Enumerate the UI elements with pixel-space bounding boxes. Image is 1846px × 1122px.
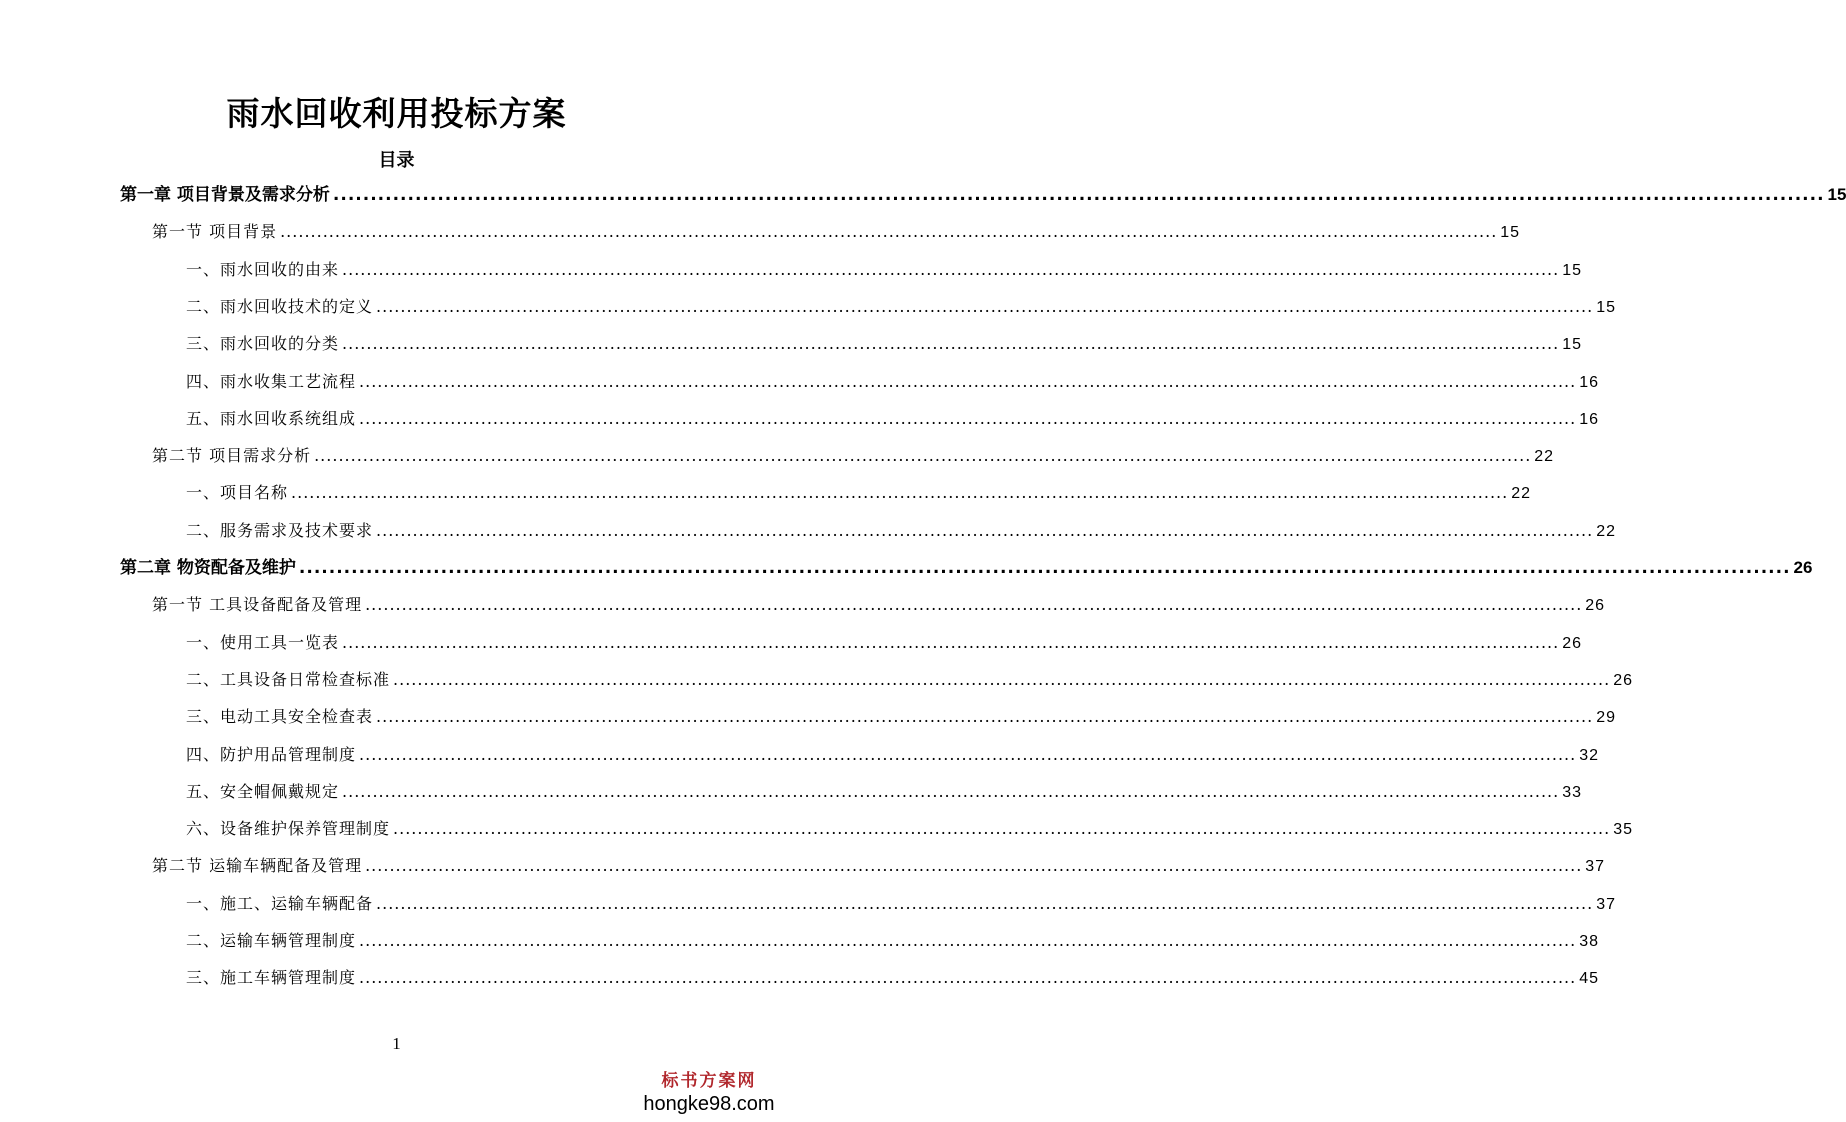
toc-entry-label: 第二节 项目需求分析 (152, 446, 312, 466)
toc-entry[interactable] (186, 779, 1582, 805)
toc-entry-label: 四、雨水收集工艺流程 (186, 371, 357, 391)
toc-dot-leader: ........................................................................................................................................................................................................ (365, 595, 1583, 615)
toc-entry-page: 15 (1596, 298, 1616, 316)
toc-dot-leader: ........................................................................................................................................................................................................ (376, 893, 1594, 913)
toc-dot-leader: ........................................................................................................................................................................................................ (376, 520, 1594, 540)
toc-dot-leader: ........................................................................................................................................................................................................ (342, 334, 1560, 354)
toc-entry-label: 第一节 项目背景 (152, 222, 278, 242)
toc-entry[interactable] (186, 331, 1582, 357)
toc-entry-page: 15 (1500, 224, 1521, 242)
toc-dot-leader: ........................................................................................................................................................................................................ (342, 781, 1560, 801)
toc-entry-page: 22 (1534, 448, 1555, 466)
toc-entry-label: 二、运输车辆管理制度 (186, 931, 357, 950)
toc-entry-page: 35 (1613, 821, 1633, 839)
watermark-cn-text: 标书方案网 (661, 1071, 757, 1091)
toc-entry-label: 一、施工、运输车辆配备 (186, 893, 374, 913)
toc-entry[interactable] (120, 555, 1813, 581)
toc-entry-label: 第二章 物资配备及维护 (120, 558, 296, 578)
toc-entry-label: 第二节 运输车辆配备及管理 (152, 856, 363, 876)
toc-entry-page: 26 (1585, 597, 1606, 615)
toc-entry-label: 一、使用工具一览表 (186, 632, 340, 652)
toc-entry-page: 15 (1827, 185, 1846, 204)
toc-entry[interactable] (186, 294, 1616, 320)
toc-dot-leader: ........................................................................................................................................................................................................ (393, 669, 1611, 689)
toc-entry[interactable] (186, 742, 1599, 768)
toc-dot-leader: ........................................................................................................................................................................................................ (359, 968, 1577, 988)
toc-entry-label: 二、工具设备日常检查标准 (186, 669, 391, 689)
toc-entry-label: 一、项目名称 (186, 483, 289, 503)
toc-entry[interactable] (186, 667, 1633, 693)
toc-entry-page: 16 (1579, 410, 1599, 428)
toc-entry-page: 32 (1579, 746, 1599, 764)
toc-entry[interactable] (186, 928, 1599, 954)
page-number: 1 (392, 1034, 401, 1053)
toc-dot-leader: ........................................................................................................................................................................................................ (280, 222, 1498, 242)
toc-entry-page: 37 (1596, 895, 1616, 913)
toc-entry[interactable] (186, 630, 1582, 656)
toc-entry[interactable] (152, 219, 1521, 245)
toc-entry-page: 26 (1793, 558, 1813, 577)
toc-entry[interactable] (152, 443, 1555, 469)
toc-dot-leader: ........................................................................................................................................................................................................ (359, 371, 1577, 391)
toc-entry-label: 三、雨水回收的分类 (186, 334, 340, 354)
toc-entry-label: 五、安全帽佩戴规定 (186, 781, 340, 801)
toc-dot-leader: ........................................................................................................................................................................................................ (359, 408, 1577, 428)
toc-dot-leader: ........................................................................................................................................................................................................ (393, 819, 1611, 839)
toc-dot-leader: ........................................................................................................................................................................................................ (332, 185, 1825, 205)
toc-entry-label: 二、雨水回收技术的定义 (186, 296, 374, 316)
toc-dot-leader: ........................................................................................................................................................................................................ (365, 856, 1583, 876)
toc-entry-label: 第一节 工具设备配备及管理 (152, 595, 363, 615)
toc-entry-label: 六、设备维护保养管理制度 (186, 819, 391, 839)
toc-entry[interactable] (186, 816, 1633, 842)
toc-entry-page: 26 (1613, 671, 1633, 689)
toc-dot-leader: ........................................................................................................................................................................................................ (376, 296, 1594, 316)
toc-entry-page: 22 (1596, 522, 1616, 540)
toc-entry-label: 二、服务需求及技术要求 (186, 520, 374, 540)
toc-dot-leader: ........................................................................................................................................................................................................ (359, 744, 1577, 764)
toc-entry-page: 16 (1579, 373, 1599, 391)
toc-dot-leader: ........................................................................................................................................................................................................ (359, 931, 1577, 950)
toc-entry[interactable] (186, 369, 1599, 395)
watermark-url-text: hongke98.com (643, 1093, 775, 1115)
toc-heading: 目录 (378, 150, 415, 171)
toc-dot-leader: ........................................................................................................................................................................................................ (342, 632, 1560, 652)
toc-entry-label: 第一章 项目背景及需求分析 (120, 185, 330, 205)
toc-dot-leader: ........................................................................................................................................................................................................ (291, 483, 1509, 503)
toc-entry-page: 22 (1511, 485, 1531, 503)
toc-entry[interactable] (186, 480, 1531, 506)
toc-entry[interactable] (186, 704, 1616, 730)
toc-entry-label: 一、雨水回收的由来 (186, 259, 340, 279)
toc-entry-page: 45 (1579, 970, 1599, 988)
toc-entry[interactable] (186, 257, 1582, 283)
toc-entry[interactable] (186, 965, 1599, 991)
toc-entry-label: 三、电动工具安全检查表 (186, 707, 374, 727)
document-title: 雨水回收利用投标方案 (226, 94, 567, 133)
toc-dot-leader: ........................................................................................................................................................................................................ (314, 446, 1532, 466)
toc-dot-leader: ........................................................................................................................................................................................................ (376, 707, 1594, 727)
toc-entry[interactable] (152, 592, 1606, 618)
toc-entry[interactable] (186, 891, 1616, 917)
toc-entry-page: 15 (1562, 261, 1582, 279)
toc-entry[interactable] (152, 853, 1606, 879)
toc-entry-page: 29 (1596, 709, 1616, 727)
toc-entry-page: 37 (1585, 858, 1606, 876)
toc-dot-leader: ........................................................................................................................................................................................................ (298, 558, 1791, 578)
toc-entry-label: 四、防护用品管理制度 (186, 744, 357, 764)
toc-entry[interactable] (186, 518, 1616, 544)
toc-entry[interactable] (120, 182, 1846, 208)
toc-entry-page: 26 (1562, 634, 1582, 652)
toc-entry-page: 38 (1579, 933, 1599, 950)
toc-entry-label: 三、施工车辆管理制度 (186, 968, 357, 988)
toc-entry-page: 15 (1562, 336, 1582, 354)
watermark-logo (639, 1070, 779, 1116)
toc-entry[interactable] (186, 406, 1599, 432)
toc-entry-page: 33 (1562, 783, 1582, 801)
toc-entry-label: 五、雨水回收系统组成 (186, 408, 357, 428)
toc-dot-leader: ........................................................................................................................................................................................................ (342, 259, 1560, 279)
